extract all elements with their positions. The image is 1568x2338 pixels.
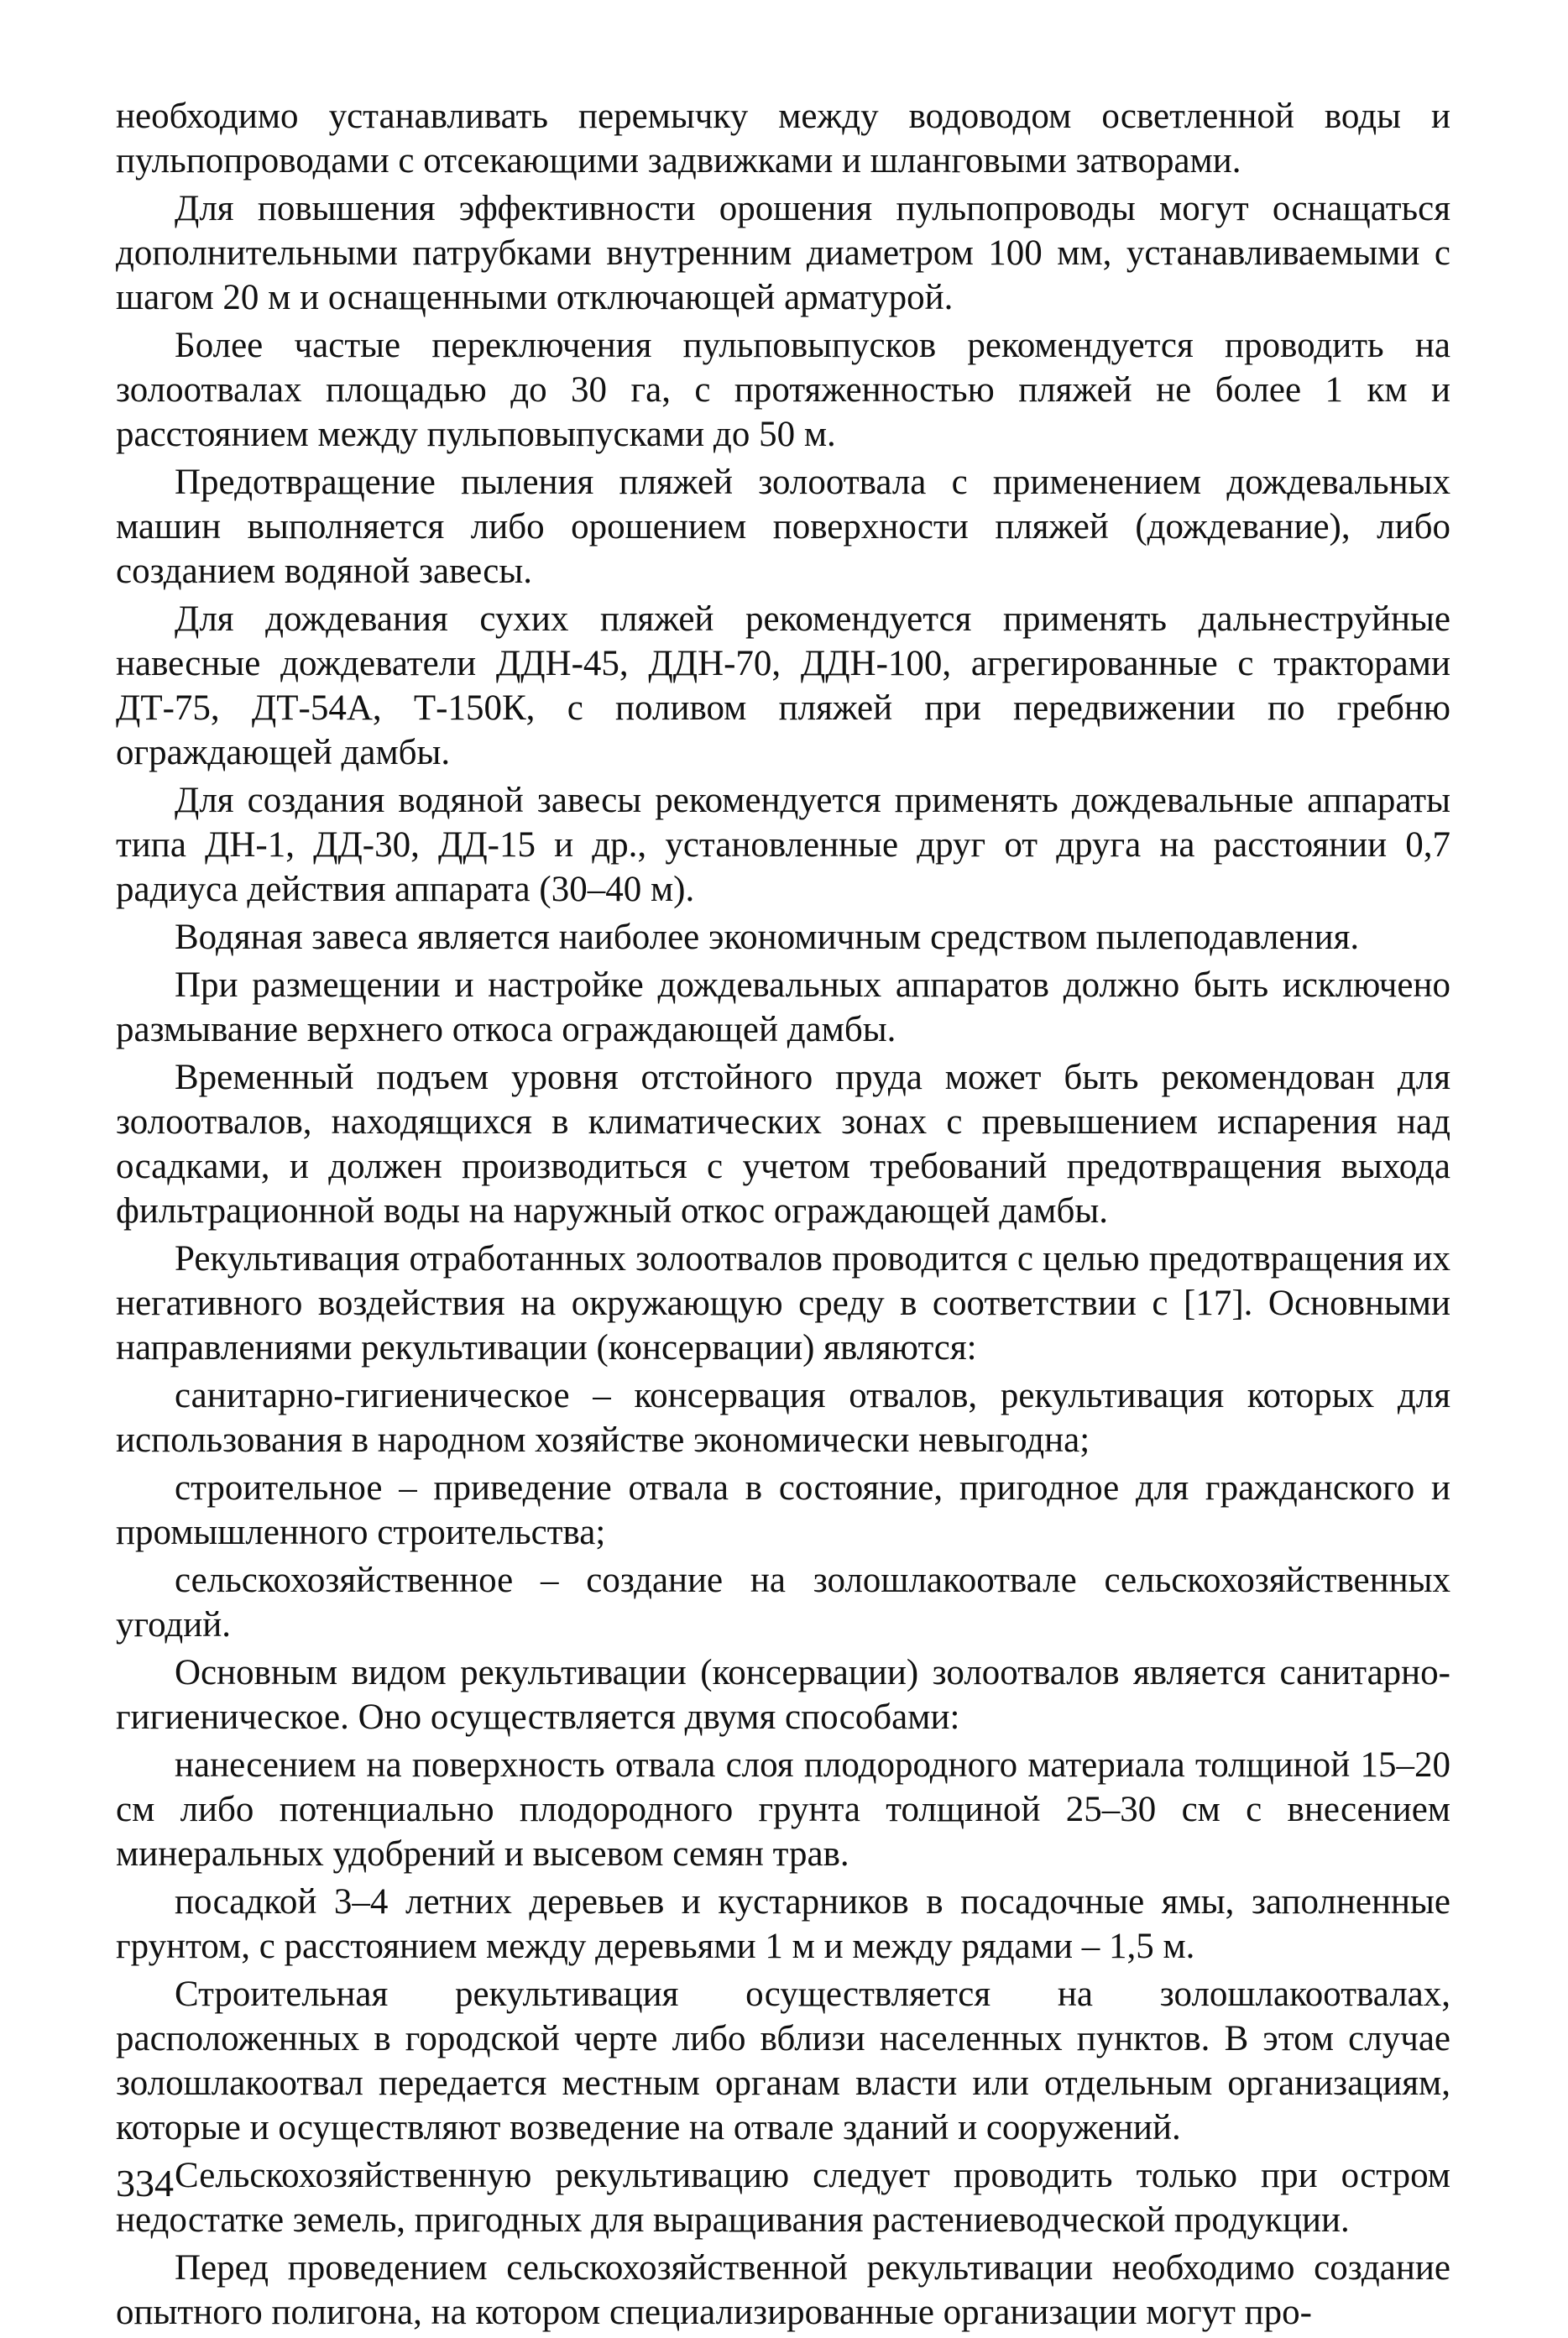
- paragraph: Для дождевания сухих пляжей рекомендуется применять дальнеструйные навесные дождеватели ДДН-45, ДДН-70, ДДН-100, агрегированные с тракторами ДТ-75, ДТ-54А, Т-150К, с поливом пляжей при передвижении по гребню ограждающей дамбы.: [116, 599, 1450, 772]
- paragraph: Предотвращение пыления пляжей золоотвала с применением дождевальных машин выполняется либо орошением поверхности пляжей (дождевание), либо созданием водяной завесы.: [116, 463, 1450, 591]
- paragraph: необходимо устанавливать перемычку между водоводом осветленной воды и пульпопроводами с отсекающими задвижками и шланговыми затворами.: [116, 97, 1450, 180]
- paragraph: При размещении и настройке дождевальных аппаратов должно быть исключено размывание верхнего откоса ограждающей дамбы.: [116, 965, 1450, 1049]
- paragraph: Основным видом рекультивации (консервации) золоотвалов является санитарно-гигиеническое. Оно осуществляется двумя способами:: [116, 1653, 1450, 1737]
- paragraph: Строительная рекультивация осуществляется на золошлакоотвалах, расположенных в городской черте либо вблизи населенных пунктов. В этом случае золошлакоотвал передается местным органам власти или отдельным организациям, которые и осуществляют возведение на отвале зданий и сооружений.: [116, 1974, 1450, 2147]
- page-number: 334: [116, 2162, 174, 2205]
- paragraph: Рекультивация отработанных золоотвалов проводится с целью предотвращения их негативного воздействия на окружающую среду в соответствии с [17]. Основными направлениями рекультивации (консервации) являются:: [116, 1239, 1450, 1368]
- list-item: нанесением на поверхность отвала слоя плодородного материала толщиной 15–20 см либо потенциально плодородного грунта толщиной 25–30 см с внесением минеральных удобрений и высевом семян трав.: [116, 1745, 1450, 1874]
- paragraph: Более частые переключения пульповыпусков рекомендуется проводить на золоотвалах площадью до 30 га, с протяженностью пляжей не более 1 км и расстоянием между пульповыпусками до 50 м.: [116, 326, 1450, 454]
- body-text: [116, 94, 1450, 2338]
- paragraph: Сельскохозяйственную рекультивацию следует проводить только при остром недостатке земель, пригодных для выращивания растениеводческой продукции.: [116, 2156, 1450, 2240]
- list-item: посадкой 3–4 летних деревьев и кустарников в посадочные ямы, заполненные грунтом, с расстоянием между деревьями 1 м и между рядами – 1,5 м.: [116, 1882, 1450, 1966]
- paragraph: Для создания водяной завесы рекомендуется применять дождевальные аппараты типа ДН-1, ДД-30, ДД-15 и др., установленные друг от друга на расстоянии 0,7 радиуса действия аппарата (30–40 м).: [116, 781, 1450, 909]
- list-item: сельскохозяйственное – создание на золошлакоотвале сельскохозяйственных угодий.: [116, 1561, 1450, 1645]
- list-item: строительное – приведение отвала в состояние, пригодное для гражданского и промышленного строительства;: [116, 1468, 1450, 1552]
- paragraph: Водяная завеса является наиболее экономичным средством пылеподавления.: [175, 918, 1360, 957]
- paragraph: Для повышения эффективности орошения пульпопроводы могут оснащаться дополнительными патрубками внутренним диаметром 100 мм, устанавливаемыми с шагом 20 м и оснащенными отключающей арматурой.: [116, 189, 1450, 317]
- paragraph: Временный подъем уровня отстойного пруда может быть рекомендован для золоотвалов, находящихся в климатических зонах с превышением испарения над осадками, и должен производиться с учетом требований предотвращения выхода фильтрационной воды на наружный откос ограждающей дамбы.: [116, 1058, 1450, 1231]
- list-item: санитарно-гигиеническое – консервация отвалов, рекультивация которых для использования в народном хозяйстве экономически невыгодна;: [116, 1376, 1450, 1460]
- paragraph: Перед проведением сельскохозяйственной рекультивации необходимо создание опытного полигона, на котором специализированные организации могут про-: [116, 2248, 1450, 2332]
